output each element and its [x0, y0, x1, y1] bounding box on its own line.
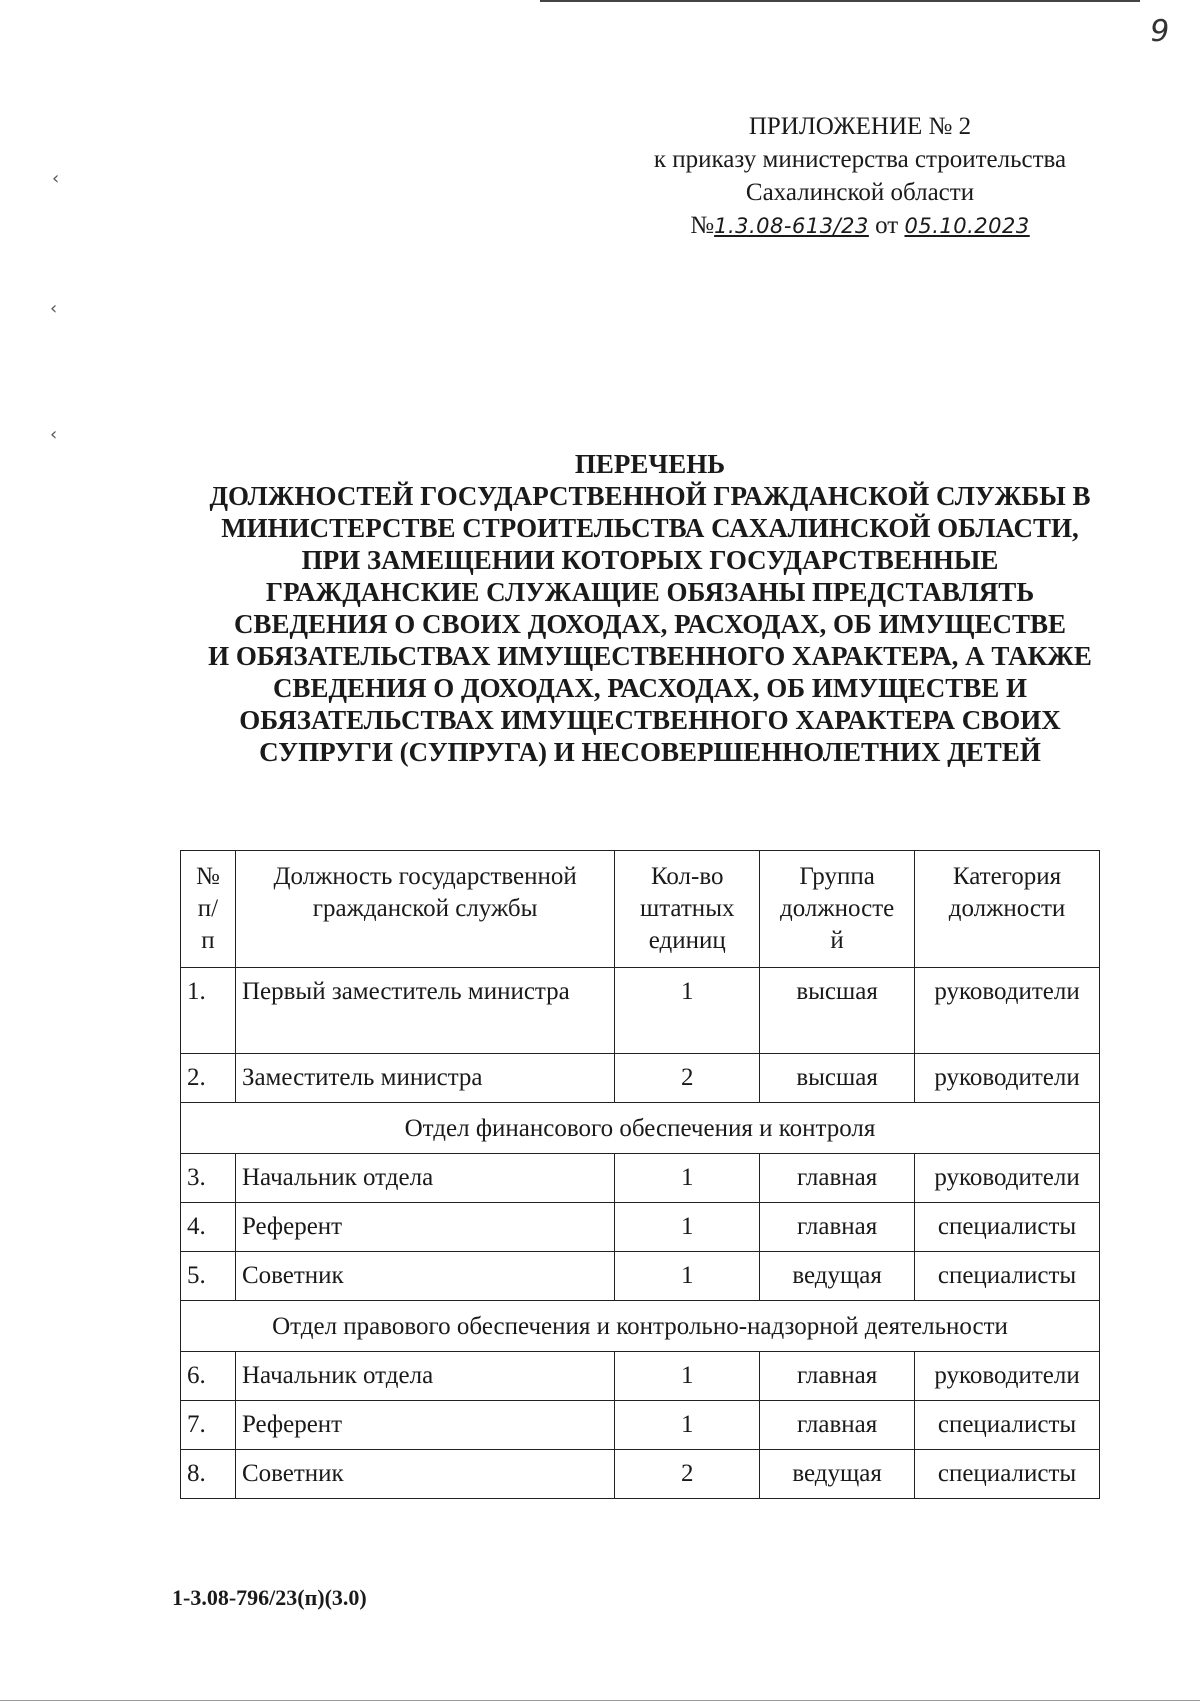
title-line: ОБЯЗАТЕЛЬСТВАХ ИМУЩЕСТВЕННОГО ХАРАКТЕРА СВОИХ: [239, 705, 1061, 735]
cell-category: руководители: [915, 1352, 1100, 1401]
punch-mark: ‹: [50, 424, 58, 445]
cell-category: руководители: [915, 1154, 1100, 1203]
title-line: ГРАЖДАНСКИЕ СЛУЖАЩИЕ ОБЯЗАНЫ ПРЕДСТАВЛЯТЬ: [265, 577, 1035, 607]
cell-num: 5.: [181, 1252, 236, 1301]
date-prefix: от: [875, 212, 899, 239]
title-line: И ОБЯЗАТЕЛЬСТВАХ ИМУЩЕСТВЕННОГО ХАРАКТЕРА, А ТАКЖЕ: [208, 641, 1092, 671]
cell-position: Первый заместитель министра: [235, 968, 614, 1054]
table-row: [181, 1352, 1100, 1401]
table-row: [181, 1154, 1100, 1203]
title-line: СВЕДЕНИЯ О СВОИХ ДОХОДАХ, РАСХОДАХ, ОБ ИМУЩЕСТВЕ: [233, 609, 1067, 639]
cell-position: Начальник отдела: [235, 1154, 614, 1203]
cell-count: 2: [615, 1054, 760, 1103]
title-line: СВЕДЕНИЯ О ДОХОДАХ, РАСХОДАХ, ОБ ИМУЩЕСТВЕ И: [272, 673, 1028, 703]
cell-num: 2.: [181, 1054, 236, 1103]
page-number: 9: [1147, 14, 1172, 49]
cell-category: специалисты: [915, 1203, 1100, 1252]
scan-bottom-edge-line: [0, 1700, 1200, 1701]
cell-count: 1: [615, 1203, 760, 1252]
cell-position: Советник: [235, 1252, 614, 1301]
cell-position: Заместитель министра: [235, 1054, 614, 1103]
cell-group: ведущая: [760, 1252, 915, 1301]
cell-count: 1: [615, 968, 760, 1054]
cell-group: ведущая: [760, 1450, 915, 1499]
cell-count: 1: [615, 1401, 760, 1450]
cell-group: высшая: [760, 1054, 915, 1103]
title-line: СУПРУГИ (СУПРУГА) И НЕСОВЕРШЕННОЛЕТНИХ ДЕТЕЙ: [259, 737, 1041, 767]
cell-num: 1.: [181, 968, 236, 1054]
table-row: [181, 1252, 1100, 1301]
table-row: [181, 1054, 1100, 1103]
cell-group: главная: [760, 1401, 915, 1450]
cell-category: специалисты: [915, 1252, 1100, 1301]
title-heading: ПЕРЕЧЕНЬ: [574, 449, 726, 479]
table-row: [181, 1401, 1100, 1450]
cell-group: высшая: [760, 968, 915, 1054]
cell-count: 1: [615, 1154, 760, 1203]
order-date: 05.10.2023: [904, 214, 1030, 238]
cell-category: специалисты: [915, 1401, 1100, 1450]
cell-group: главная: [760, 1203, 915, 1252]
header-count: Кол-во штатных единиц: [615, 851, 760, 968]
number-sign: №: [690, 212, 715, 239]
document-code: 1-3.08-796/23(п)(3.0): [172, 1585, 367, 1610]
table-row: [181, 1203, 1100, 1252]
cell-num: 8.: [181, 1450, 236, 1499]
punch-mark: ‹: [52, 168, 60, 189]
cell-count: 1: [615, 1352, 760, 1401]
cell-count: 1: [615, 1252, 760, 1301]
order-reference: [600, 209, 1120, 243]
header-num: № п/ п: [181, 851, 236, 968]
cell-category: руководители: [915, 1054, 1100, 1103]
punch-mark: ‹: [50, 298, 58, 319]
cell-position: Референт: [235, 1401, 614, 1450]
appendix-line-1: к приказу министерства строительства: [653, 146, 1067, 173]
cell-num: 7.: [181, 1401, 236, 1450]
cell-count: 2: [615, 1450, 760, 1499]
cell-position: Советник: [235, 1450, 614, 1499]
header-group: Группа должносте й: [760, 851, 915, 968]
cell-position: Референт: [235, 1203, 614, 1252]
section-title: Отдел финансового обеспечения и контроля: [181, 1103, 1100, 1154]
cell-num: 4.: [181, 1203, 236, 1252]
section-row: [181, 1301, 1100, 1352]
cell-num: 6.: [181, 1352, 236, 1401]
appendix-line-2: Сахалинской области: [745, 179, 975, 206]
positions-table: [180, 850, 1100, 1499]
order-number: 1.3.08-613/23: [714, 214, 869, 238]
cell-group: главная: [760, 1352, 915, 1401]
table-row: [181, 1450, 1100, 1499]
header-position: Должность государственной гражданской службы: [235, 851, 614, 968]
table-row: [181, 968, 1100, 1054]
appendix-header: [600, 110, 1120, 243]
cell-position: Начальник отдела: [235, 1352, 614, 1401]
title-line: ДОЛЖНОСТЕЙ ГОСУДАРСТВЕННОЙ ГРАЖДАНСКОЙ СЛУЖБЫ В: [209, 481, 1091, 511]
cell-category: специалисты: [915, 1450, 1100, 1499]
cell-category: руководители: [915, 968, 1100, 1054]
title-line: МИНИСТЕРСТВЕ СТРОИТЕЛЬСТВА САХАЛИНСКОЙ ОБЛАСТИ,: [221, 513, 1079, 543]
document-title: [150, 448, 1150, 768]
title-line: ПРИ ЗАМЕЩЕНИИ КОТОРЫХ ГОСУДАРСТВЕННЫЕ: [301, 545, 999, 575]
header-category: Категория должности: [915, 851, 1100, 968]
section-row: [181, 1103, 1100, 1154]
section-title: Отдел правового обеспечения и контрольно-надзорной деятельности: [181, 1301, 1100, 1352]
scan-top-edge-line: [540, 0, 1140, 2]
cell-group: главная: [760, 1154, 915, 1203]
appendix-title: ПРИЛОЖЕНИЕ № 2: [748, 113, 972, 140]
table-header-row: [181, 851, 1100, 968]
cell-num: 3.: [181, 1154, 236, 1203]
